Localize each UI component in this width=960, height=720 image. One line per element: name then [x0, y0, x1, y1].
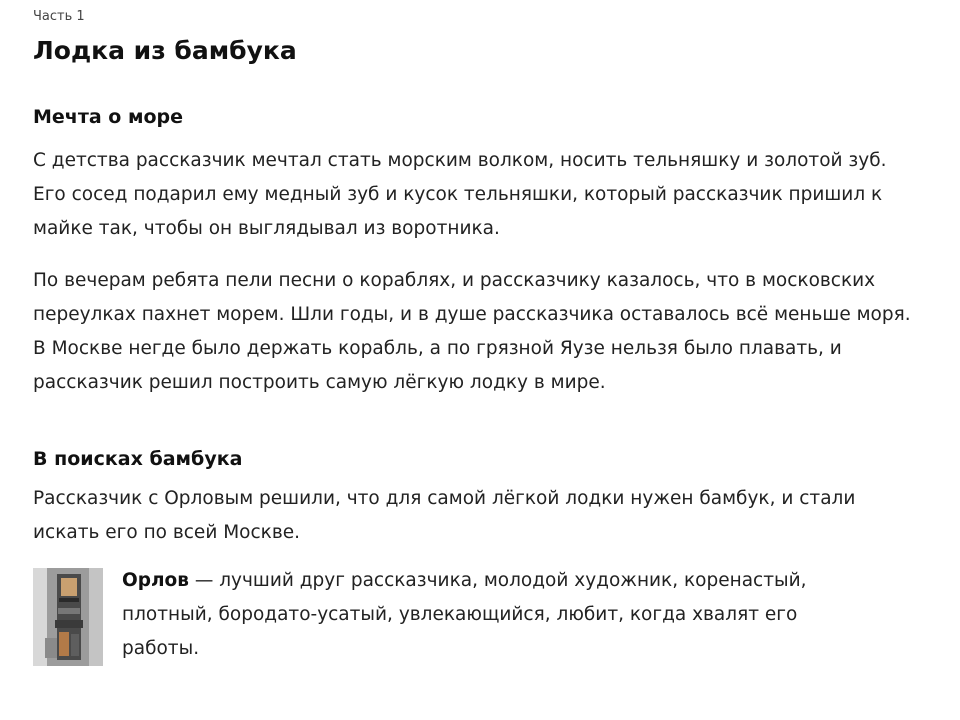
page-title: Лодка из бамбука: [33, 36, 297, 65]
paragraph: Рассказчик с Орловым решили, что для самой лёгкой лодки нужен бамбук, и стали искать его по всей Москве.: [33, 488, 856, 543]
paragraph: С детства рассказчик мечтал стать морским волком, носить тельняшку и золотой зуб. Его сосед подарил ему медный зуб и кусок тельняшки, который рассказчик пришил к майке так, чтобы он выглядывал из воротника.: [33, 150, 887, 239]
character-portrait-image: [33, 568, 103, 666]
summary-page: [33, 8, 913, 666]
section-heading: Мечта о море: [33, 106, 184, 128]
character-name: Орлов: [122, 570, 189, 591]
paragraph: По вечерам ребята пели песни о кораблях, и рассказчику казалось, что в московских переулках пахнет морем. Шли годы, и в душе рассказчика оставалось всё меньше моря. В Москве негде было держать корабль, а по грязной Яузе нельзя было плавать, и рассказчик решил построить самую лёгкую лодку в мире.: [33, 270, 911, 393]
character-description: [122, 564, 842, 666]
part-label: Часть 1: [33, 9, 85, 24]
section-heading: В поисках бамбука: [33, 448, 243, 470]
character-card: [33, 568, 913, 666]
character-details: — лучший друг рассказчика, молодой художник, коренастый, плотный, бородато-усатый, увлекающийся, любит, когда хвалят его работы.: [122, 570, 807, 659]
